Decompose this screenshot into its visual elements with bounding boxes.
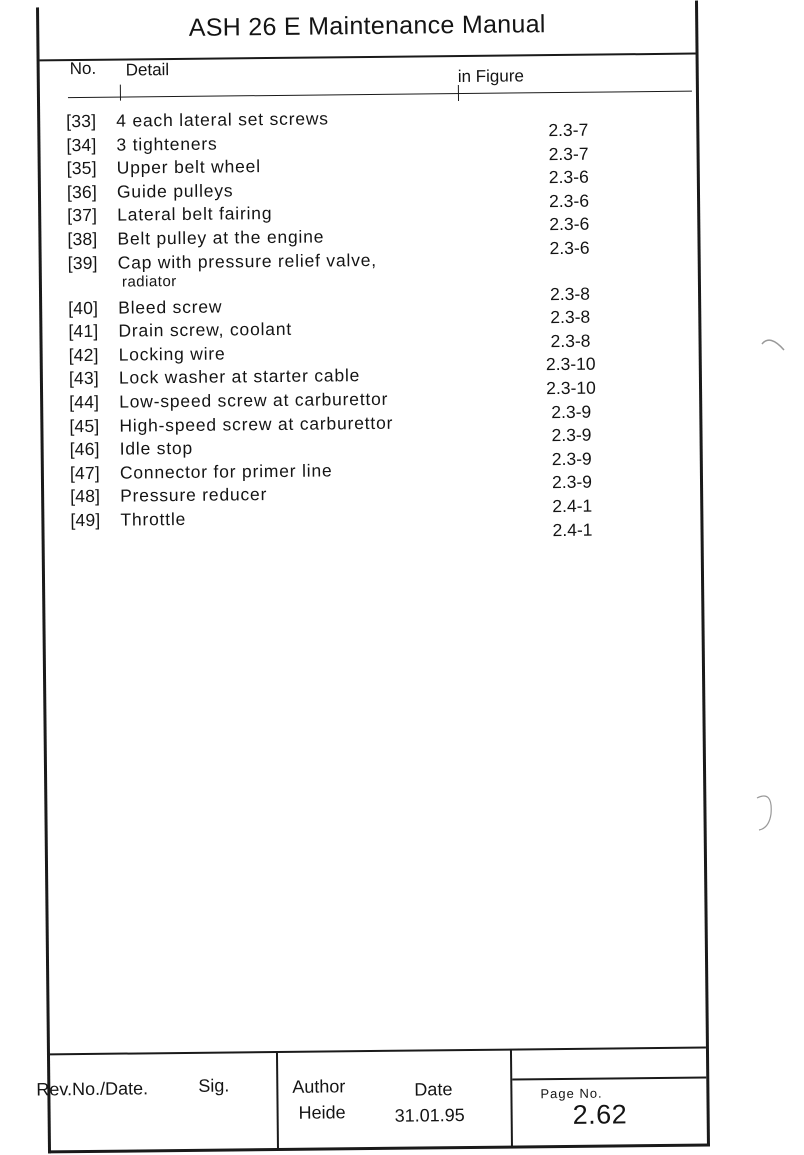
item-detail: Locking wire: [118, 343, 226, 365]
figure-ref: 2.3-6: [549, 214, 590, 235]
item-number: [42]: [68, 344, 99, 365]
item-number: [37]: [67, 205, 98, 226]
item-number: [38]: [67, 228, 98, 250]
item-detail: Drain screw, coolant: [118, 318, 293, 341]
item-number: [35]: [66, 158, 97, 179]
item-detail: High-speed screw at carburettor: [119, 412, 394, 436]
figure-ref: 2.3-9: [551, 448, 592, 469]
figure-ref: 2.3-6: [549, 237, 590, 259]
figure-ref: 2.3-9: [551, 471, 593, 493]
date-label: Date: [414, 1079, 453, 1100]
figure-ref: 2.3-7: [548, 119, 589, 141]
item-number: [41]: [68, 320, 99, 342]
item-detail: 3 tighteners: [116, 133, 218, 155]
figure-column: [528, 119, 652, 543]
item-number: [48]: [70, 486, 101, 507]
revision-cell: [36, 1053, 279, 1152]
column-header-figure: in Figure: [457, 66, 525, 87]
figure-ref: 2.3-9: [551, 424, 592, 446]
header-tick: [458, 85, 459, 101]
figure-ref: 2.3-10: [545, 353, 596, 375]
punch-hole-mark: [760, 330, 790, 360]
column-header-no: No.: [69, 58, 97, 79]
column-header-detail: Detail: [125, 60, 170, 80]
page-number-label: Page No.: [540, 1085, 603, 1102]
figure-ref: 2.3-7: [548, 143, 589, 164]
revision-label: Rev.No./Date.: [36, 1078, 149, 1100]
item-detail: Connector for primer line: [119, 460, 333, 483]
page-number-cell: [512, 1077, 707, 1148]
item-detail: Throttle: [120, 508, 187, 530]
figure-ref: 2.3-8: [550, 330, 591, 351]
item-detail: Cap with pressure relief valve,: [117, 249, 377, 273]
author-date-cell: [278, 1051, 513, 1150]
figure-ref: 2.4-1: [552, 519, 593, 540]
item-number: [33]: [66, 110, 97, 132]
signature-label: Sig.: [198, 1075, 230, 1096]
figure-ref: 2.3-8: [549, 283, 591, 304]
figure-ref: 2.3-6: [548, 166, 589, 188]
author-value: Heide: [298, 1102, 346, 1123]
item-number: [49]: [70, 509, 101, 531]
punch-hole-mark: [755, 790, 781, 834]
item-detail: Upper belt wheel: [116, 156, 261, 178]
figure-ref: 2.3-6: [549, 190, 590, 211]
item-number: [39]: [67, 252, 98, 273]
item-detail: Pressure reducer: [120, 484, 268, 506]
item-detail-continued: radiator: [121, 272, 177, 291]
item-number: [43]: [68, 368, 100, 389]
item-detail: Lateral belt fairing: [117, 203, 273, 226]
header-tick: [120, 85, 121, 101]
header-rule: [68, 91, 692, 99]
item-number: [36]: [66, 181, 98, 202]
figure-ref: 2.3-8: [550, 306, 591, 328]
item-number: [40]: [68, 297, 99, 318]
figure-ref: 2.3-9: [551, 401, 592, 422]
item-detail: Bleed screw: [118, 296, 223, 318]
page-number: 2.62: [572, 1099, 628, 1130]
item-number: [46]: [69, 438, 100, 460]
author-label: Author: [292, 1076, 346, 1097]
item-detail: Belt pulley at the engine: [117, 226, 325, 249]
item-detail: Lock washer at starter cable: [118, 365, 361, 388]
date-value: 31.01.95: [394, 1105, 465, 1126]
item-number: [45]: [69, 415, 100, 436]
figure-ref: 2.3-10: [546, 377, 596, 399]
title-bar: [39, 1, 696, 62]
page-title: ASH 26 E Maintenance Manual: [188, 10, 546, 42]
item-detail: 4 each lateral set screws: [116, 108, 329, 131]
item-number: [44]: [69, 391, 100, 413]
figure-ref: 2.4-1: [552, 495, 593, 516]
item-number: [34]: [66, 134, 97, 155]
page-frame: [36, 1, 710, 1154]
item-detail: Guide pulleys: [116, 180, 234, 202]
item-detail: Low-speed screw at carburettor: [119, 388, 389, 412]
page-footer: [36, 1047, 707, 1153]
item-detail: Idle stop: [119, 437, 194, 459]
item-number: [47]: [69, 462, 100, 483]
